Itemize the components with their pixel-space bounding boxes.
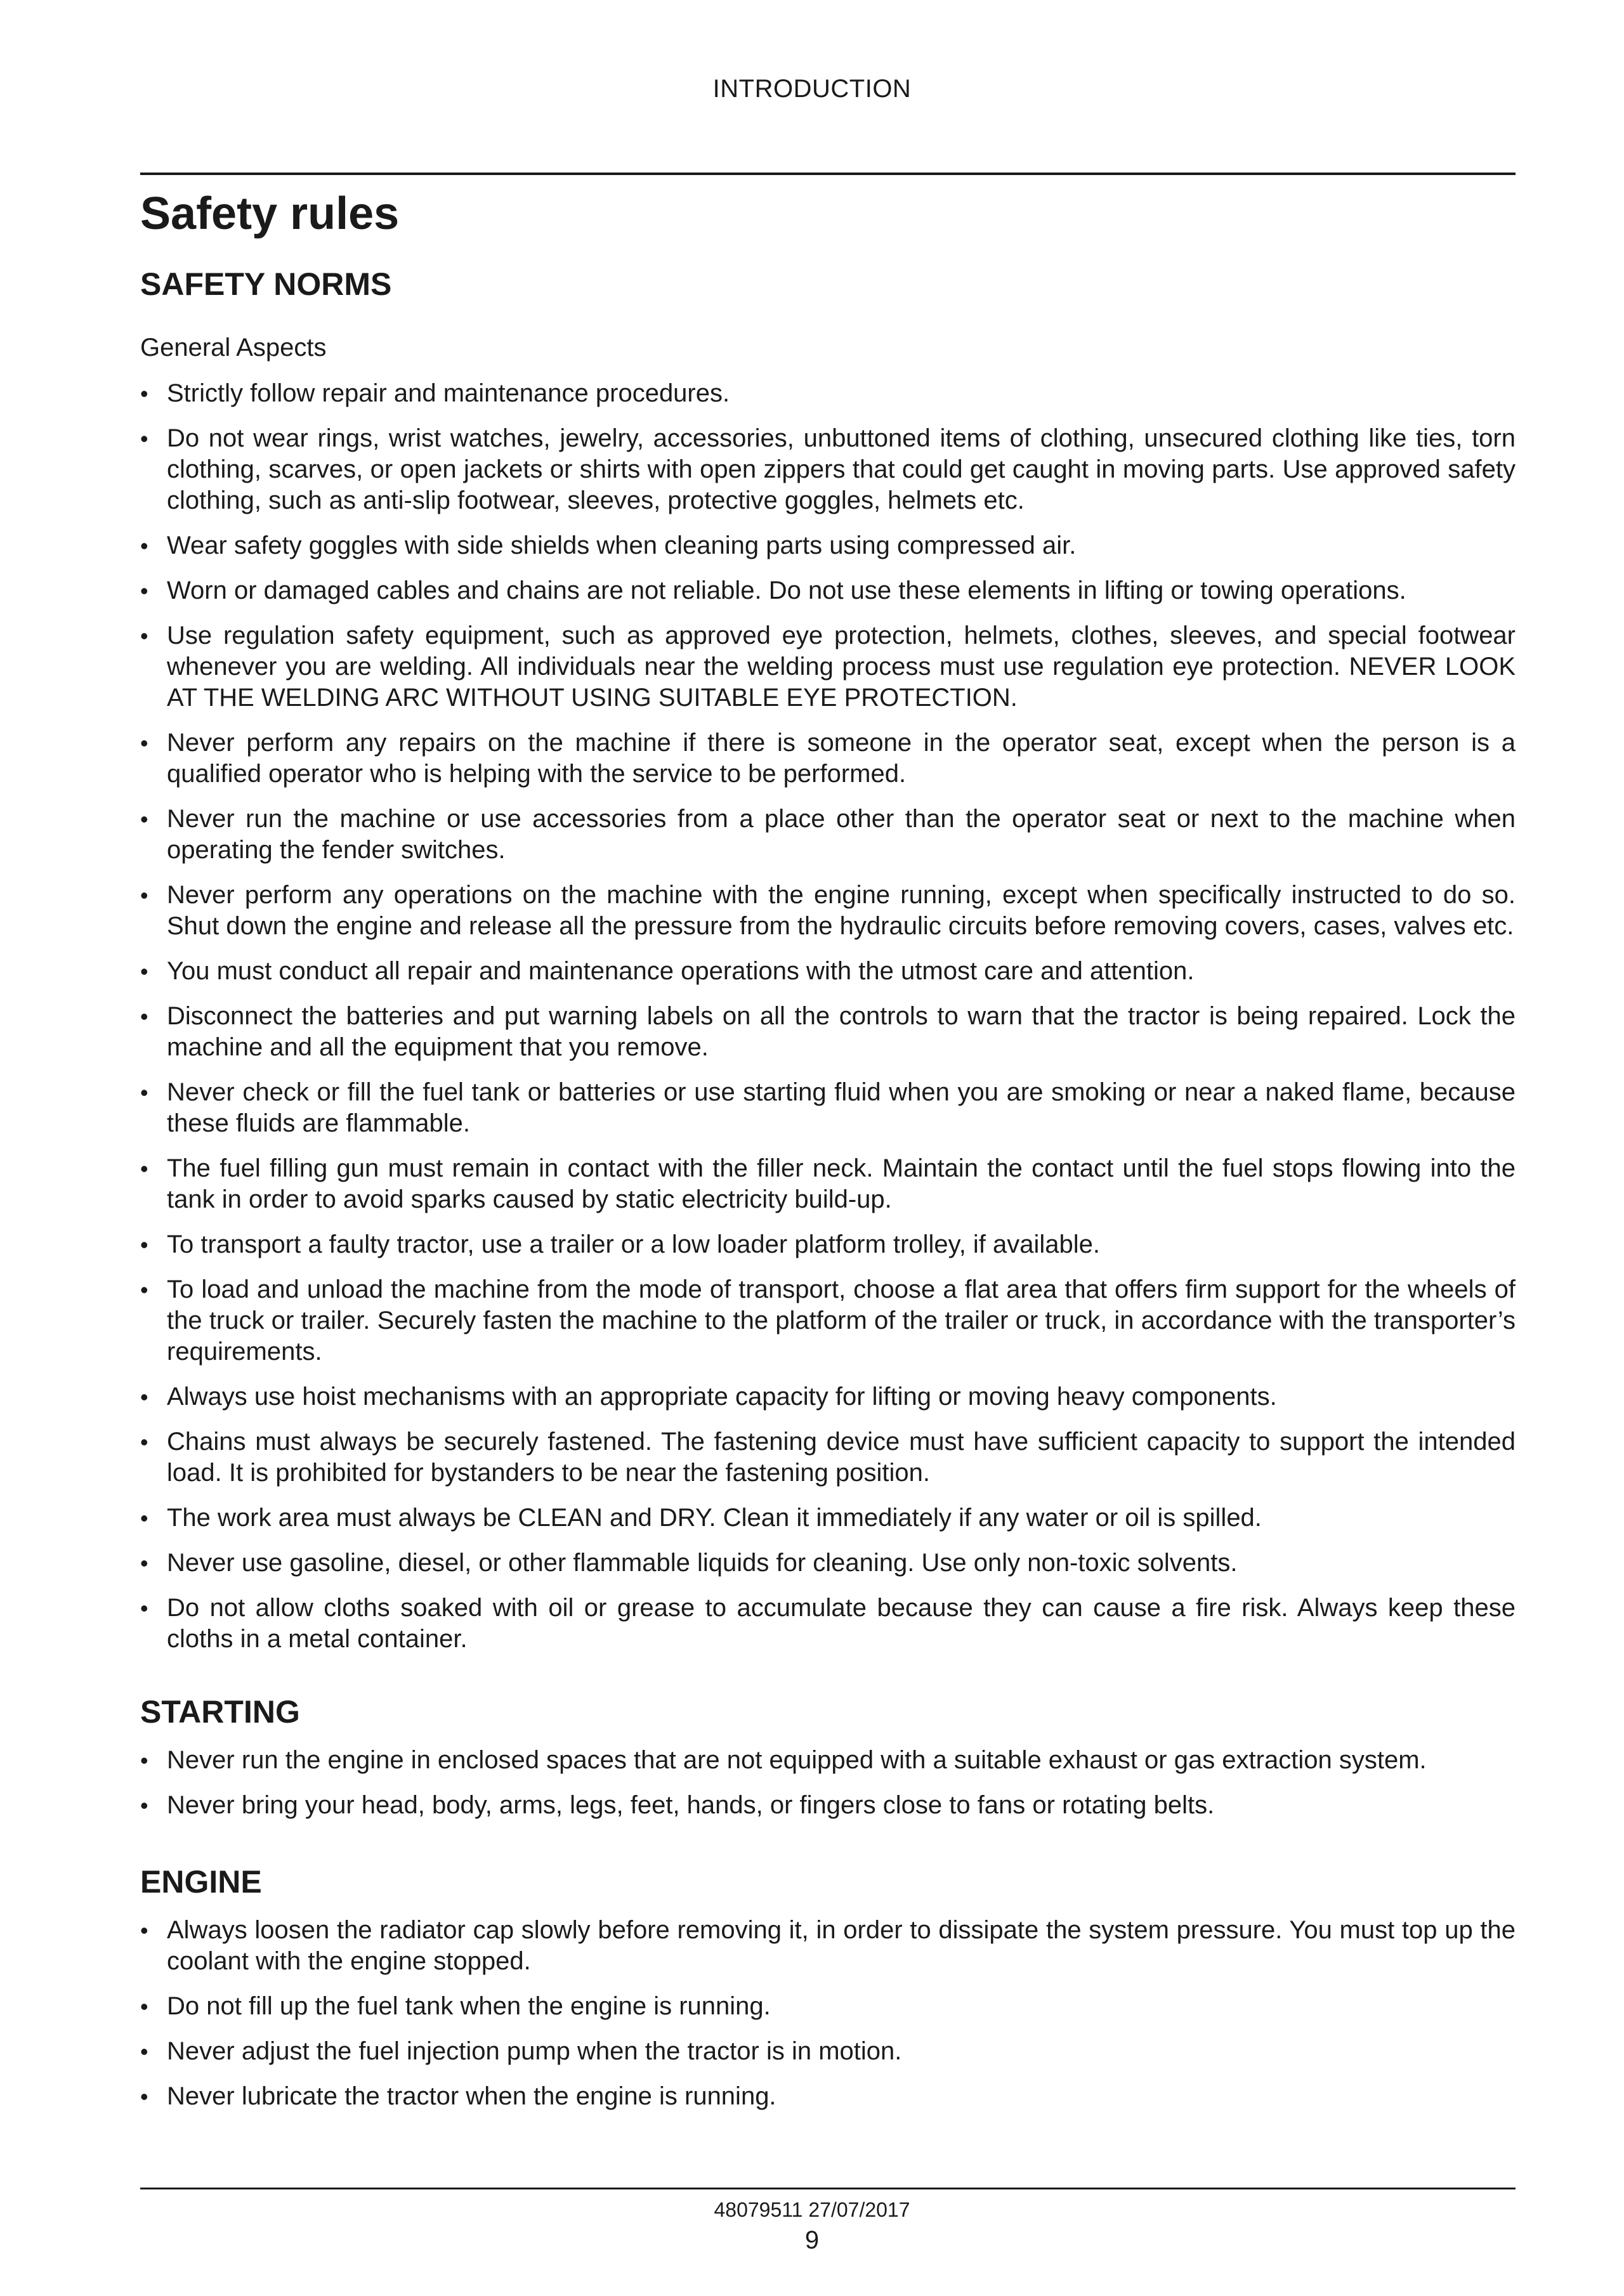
list-item: • You must conduct all repair and maintenance operations with the utmost care and attention. bbox=[140, 956, 1516, 987]
list-item: • Never run the engine in enclosed spaces that are not equipped with a suitable exhaust or gas extraction system. bbox=[140, 1745, 1516, 1776]
list-item: • Never use gasoline, diesel, or other flammable liquids for cleaning. Use only non-toxic solvents. bbox=[140, 1548, 1516, 1579]
list-item: • Disconnect the batteries and put warning labels on all the controls to warn that the tractor is being repaired. Lock the machine and all the equipment that you remove. bbox=[140, 1001, 1516, 1063]
footer-rule bbox=[140, 2188, 1516, 2189]
page-content bbox=[140, 178, 1516, 2112]
starting-list bbox=[140, 1745, 1516, 1821]
list-item: • Always loosen the radiator cap slowly before removing it, in order to dissipate the system pressure. You must top up the coolant with the engine stopped. bbox=[140, 1915, 1516, 1977]
list-item: • Never adjust the fuel injection pump when the tractor is in motion. bbox=[140, 2036, 1516, 2067]
engine-list bbox=[140, 1915, 1516, 2112]
list-item: • The fuel filling gun must remain in contact with the filler neck. Maintain the contact until the fuel stops flowing into the tank in order to avoid sparks caused by static electricity build-up. bbox=[140, 1153, 1516, 1215]
list-item: • Never lubricate the tractor when the engine is running. bbox=[140, 2081, 1516, 2112]
list-item: • Never perform any repairs on the machine if there is someone in the operator seat, except when the person is a qualified operator who is helping with the service to be performed. bbox=[140, 727, 1516, 790]
list-item: • Do not allow cloths soaked with oil or grease to accumulate because they can cause a fire risk. Always keep these cloths in a metal container. bbox=[140, 1593, 1516, 1655]
list-item: • To load and unload the machine from the mode of transport, choose a flat area that offers firm support for the wheels of the truck or trailer. Securely fasten the machine to the platform of the trailer or truck, in accordance with the transporter’s requirements. bbox=[140, 1274, 1516, 1367]
list-item: • Never run the machine or use accessories from a place other than the operator seat or next to the machine when operating the fender switches. bbox=[140, 804, 1516, 866]
list-item: • Worn or damaged cables and chains are not reliable. Do not use these elements in lifting or towing operations. bbox=[140, 575, 1516, 606]
list-item: • Chains must always be securely fastened. The fastening device must have sufficient capacity to support the intended load. It is prohibited for bystanders to be near the fastening position. bbox=[140, 1426, 1516, 1489]
list-item: • Always use hoist mechanisms with an appropriate capacity for lifting or moving heavy components. bbox=[140, 1381, 1516, 1412]
list-item: • The work area must always be CLEAN and DRY. Clean it immediately if any water or oil is spilled. bbox=[140, 1503, 1516, 1534]
safety-norms-list bbox=[140, 378, 1516, 1655]
subheading-general-aspects: General Aspects bbox=[140, 334, 327, 362]
list-item: • Never perform any operations on the machine with the engine running, except when specifically instructed to do so. Shut down the engine and release all the pressure from the hydraulic circuits before removing covers, cases, valves etc. bbox=[140, 880, 1516, 942]
section-heading-engine: ENGINE bbox=[140, 1864, 262, 1900]
list-item: • To transport a faulty tractor, use a trailer or a low loader platform trolley, if available. bbox=[140, 1229, 1516, 1260]
section-heading-safety-norms: SAFETY NORMS bbox=[140, 266, 392, 302]
footer-document-code: 48079511 27/07/2017 bbox=[714, 2198, 910, 2221]
list-item: • Do not wear rings, wrist watches, jewelry, accessories, unbuttoned items of clothing, unsecured clothing like ties, torn clothing, scarves, or open jackets or shirts with open zippers that could get caught in moving parts. Use approved safety clothing, such as anti-slip footwear, sleeves, protective goggles, helmets etc. bbox=[140, 423, 1516, 516]
page-number: 9 bbox=[804, 2226, 820, 2254]
list-item: • Never check or fill the fuel tank or batteries or use starting fluid when you are smoking or near a naked flame, because these fluids are flammable. bbox=[140, 1077, 1516, 1139]
page-title: Safety rules bbox=[140, 188, 400, 239]
list-item: • Use regulation safety equipment, such as approved eye protection, helmets, clothes, sleeves, and special footwear whenever you are welding. All individuals near the welding process must use regulation eye protection. NEVER LOOK AT THE WELDING ARC WITHOUT USING SUITABLE EYE PROTECTION. bbox=[140, 620, 1516, 714]
list-item: • Strictly follow repair and maintenance procedures. bbox=[140, 378, 1516, 409]
running-header: INTRODUCTION bbox=[712, 75, 912, 103]
list-item: • Never bring your head, body, arms, legs, feet, hands, or fingers close to fans or rotating belts. bbox=[140, 1790, 1516, 1821]
list-item: • Do not fill up the fuel tank when the engine is running. bbox=[140, 1991, 1516, 2022]
list-item: • Wear safety goggles with side shields when cleaning parts using compressed air. bbox=[140, 530, 1516, 561]
header-rule bbox=[140, 173, 1516, 175]
section-heading-starting: STARTING bbox=[140, 1694, 300, 1730]
